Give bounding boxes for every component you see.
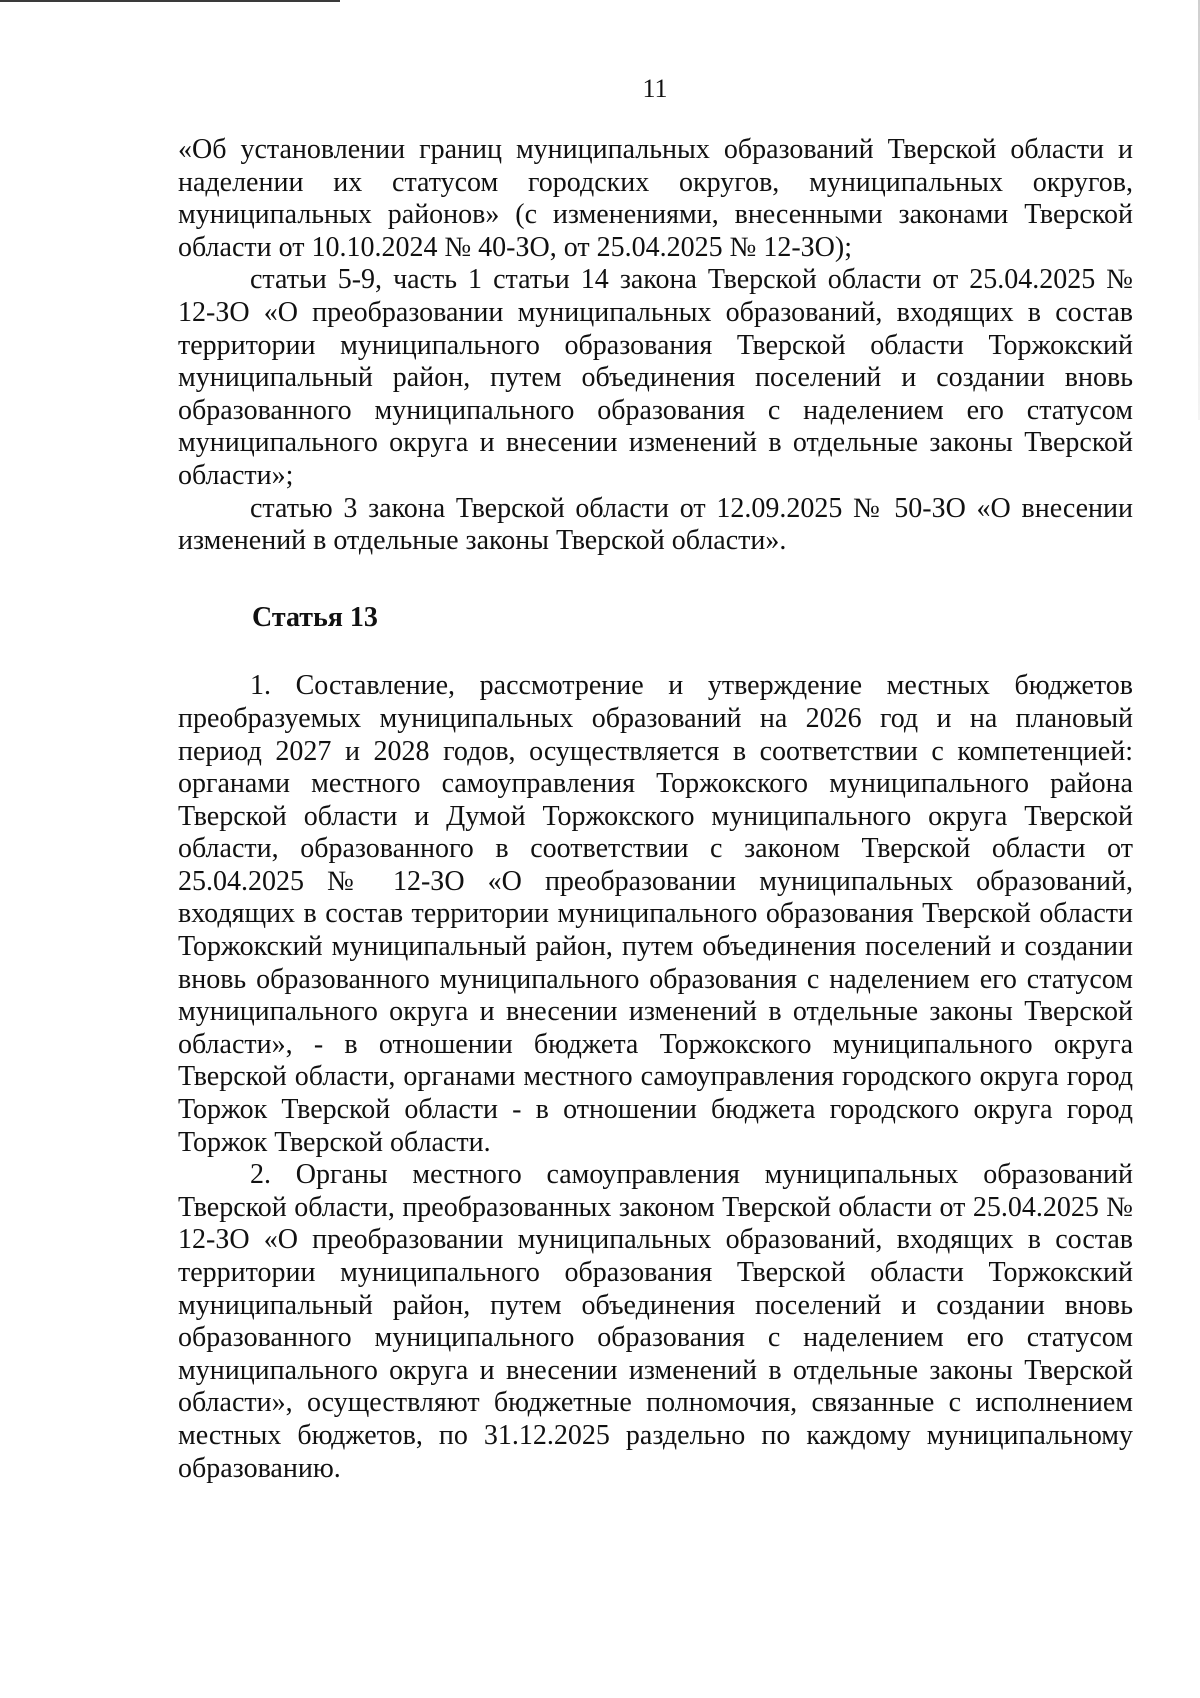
paragraph-clause-2: 2. Органы местного самоуправления муниципальных образований Тверской области, преобразованных законом Тверской области от 25.04.2025 № 12-ЗО «О преобразовании муниципальных образований, входящих в состав территории муниципального образования Тверской области Торжокский муниципальный район, путем объединения поселений и создании вновь образованного муниципального образования с наделением его статусом муниципального округа и внесении изменений в отдельные законы Тверской области», осуществляют бюджетные полномочия, связанные с исполнением местных бюджетов, по 31.12.2025 раздельно по каждому муниципальному образованию. [178,1159,1133,1484]
article-heading: Статья 13 [252,601,378,633]
paragraph-articles-5-9: статьи 5-9, часть 1 статьи 14 закона Тверской области от 25.04.2025 № 12-ЗО «О преобразовании муниципальных образований, входящих в состав территории муниципального образования Тверской области Торжокский муниципальный район, путем объединения поселений и создании вновь образованного муниципального образования с наделением его статусом муниципального округа и внесении изменений в отдельные законы Тверской области»; [178,264,1133,491]
page-number: 11 [642,74,668,103]
scan-border-top [0,0,340,2]
paragraph-law-title-continuation: «Об установлении границ муниципальных образований Тверской области и наделении их статусом городских округов, муниципальных округов, муниципальных районов» (с изменениями, внесенными законами Тверской области от 10.10.2024 № 40-ЗО, от 25.04.2025 № 12-ЗО); [178,134,1133,263]
document-body [178,134,1133,1485]
paragraph-article-3: статью 3 закона Тверской области от 12.09.2025 № 50-ЗО «О внесении изменений в отдельные законы Тверской области». [178,492,1133,557]
paragraph-clause-1: 1. Составление, рассмотрение и утверждение местных бюджетов преобразуемых муниципальных образований на 2026 год и на плановый период 2027 и 2028 годов, осуществляется в соответствии с компетенцией: органами местного самоуправления Торжокского муниципального района Тверской области и Думой Торжокского муниципального округа Тверской области, образованного в соответствии с законом Тверской области от 25.04.2025 № 12-ЗО «О преобразовании муниципальных образований, входящих в состав территории муниципального образования Тверской области Торжокский муниципальный район, путем объединения поселений и создании вновь образованного муниципального образования с наделением его статусом муниципального округа и внесении изменений в отдельные законы Тверской области», - в отношении бюджета Торжокского муниципального округа Тверской области, органами местного самоуправления городского округа город Торжок Тверской области - в отношении бюджета городского округа город Торжок Тверской области. [178,670,1133,1158]
